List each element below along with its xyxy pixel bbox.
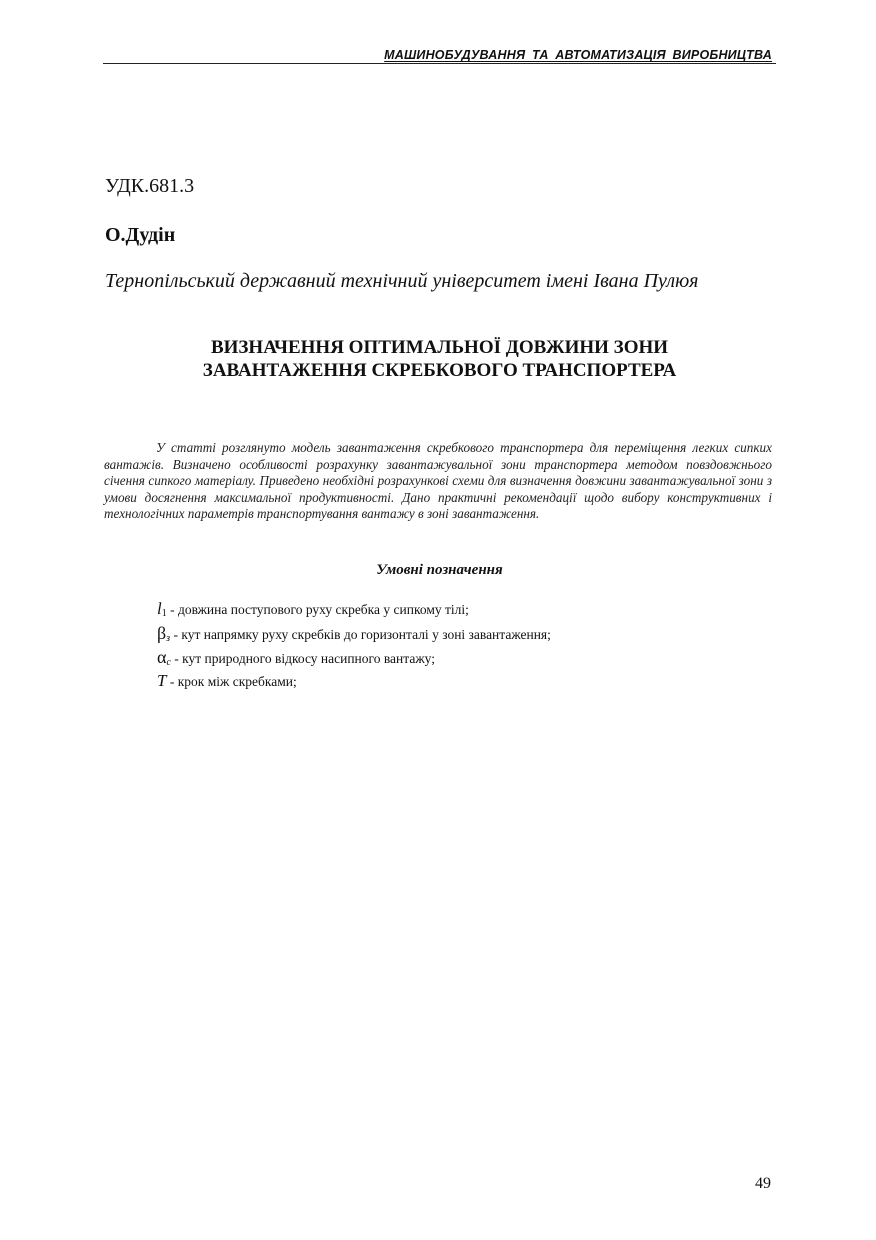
- title-line-2: ЗАВАНТАЖЕННЯ СКРЕБКОВОГО ТРАНСПОРТЕРА: [202, 360, 677, 381]
- notation-item: [157, 597, 551, 621]
- header-rule: [103, 63, 776, 64]
- title-line-1: ВИЗНАЧЕННЯ ОПТИМАЛЬНОЇ ДОВЖИНИ ЗОНИ: [210, 337, 669, 358]
- notation-symbol: T: [157, 671, 167, 690]
- affiliation: Тернопільський державний технічний університет імені Івана Пулюя: [105, 270, 699, 292]
- page-number: 49: [755, 1175, 771, 1192]
- notation-item: [157, 669, 551, 693]
- notation-subscript: c: [166, 657, 171, 668]
- notation-list: [157, 597, 551, 693]
- running-head: МАШИНОБУДУВАННЯ ТА АВТОМАТИЗАЦІЯ ВИРОБНИЦТВА: [384, 48, 772, 62]
- notation-item: [157, 621, 551, 645]
- notation-text: - кут напрямку руху скребків до горизонталі у зоні завантаження;: [170, 627, 551, 642]
- notation-heading: Умовні позначення: [376, 562, 503, 578]
- notation-text: - кут природного відкосу насипного вантажу;: [170, 651, 435, 666]
- abstract: У статті розглянуто модель завантаження скребкового транспортера для переміщення легких сипких вантажів. Визначено особливості розрахунку завантажувальної зони транспортера методом повздовжнього січення сипкого матеріалу. Приведено необхідні розрахункові схеми для визначення довжини завантажувальної зони з умови досягнення максимальної продуктивності. Дано практичні рекомендації щодо вибору конструктивних і технологічних параметрів транспортування вантажу в зоні завантаження.: [104, 440, 772, 522]
- paper-title: [103, 336, 776, 382]
- notation-item: [157, 645, 551, 669]
- author-name: О.Дудін: [105, 224, 176, 246]
- notation-subscript: 1: [161, 608, 167, 619]
- notation-symbol: β: [157, 623, 167, 643]
- notation-text: - довжина поступового руху скребка у сипкому тілі;: [166, 602, 469, 617]
- notation-subscript: з: [166, 633, 171, 644]
- notation-text: - крок між скребками;: [166, 674, 297, 689]
- notation-symbol: α: [157, 647, 167, 667]
- notation-symbol: l: [157, 599, 162, 618]
- udk-code: УДК.681.3: [105, 175, 195, 197]
